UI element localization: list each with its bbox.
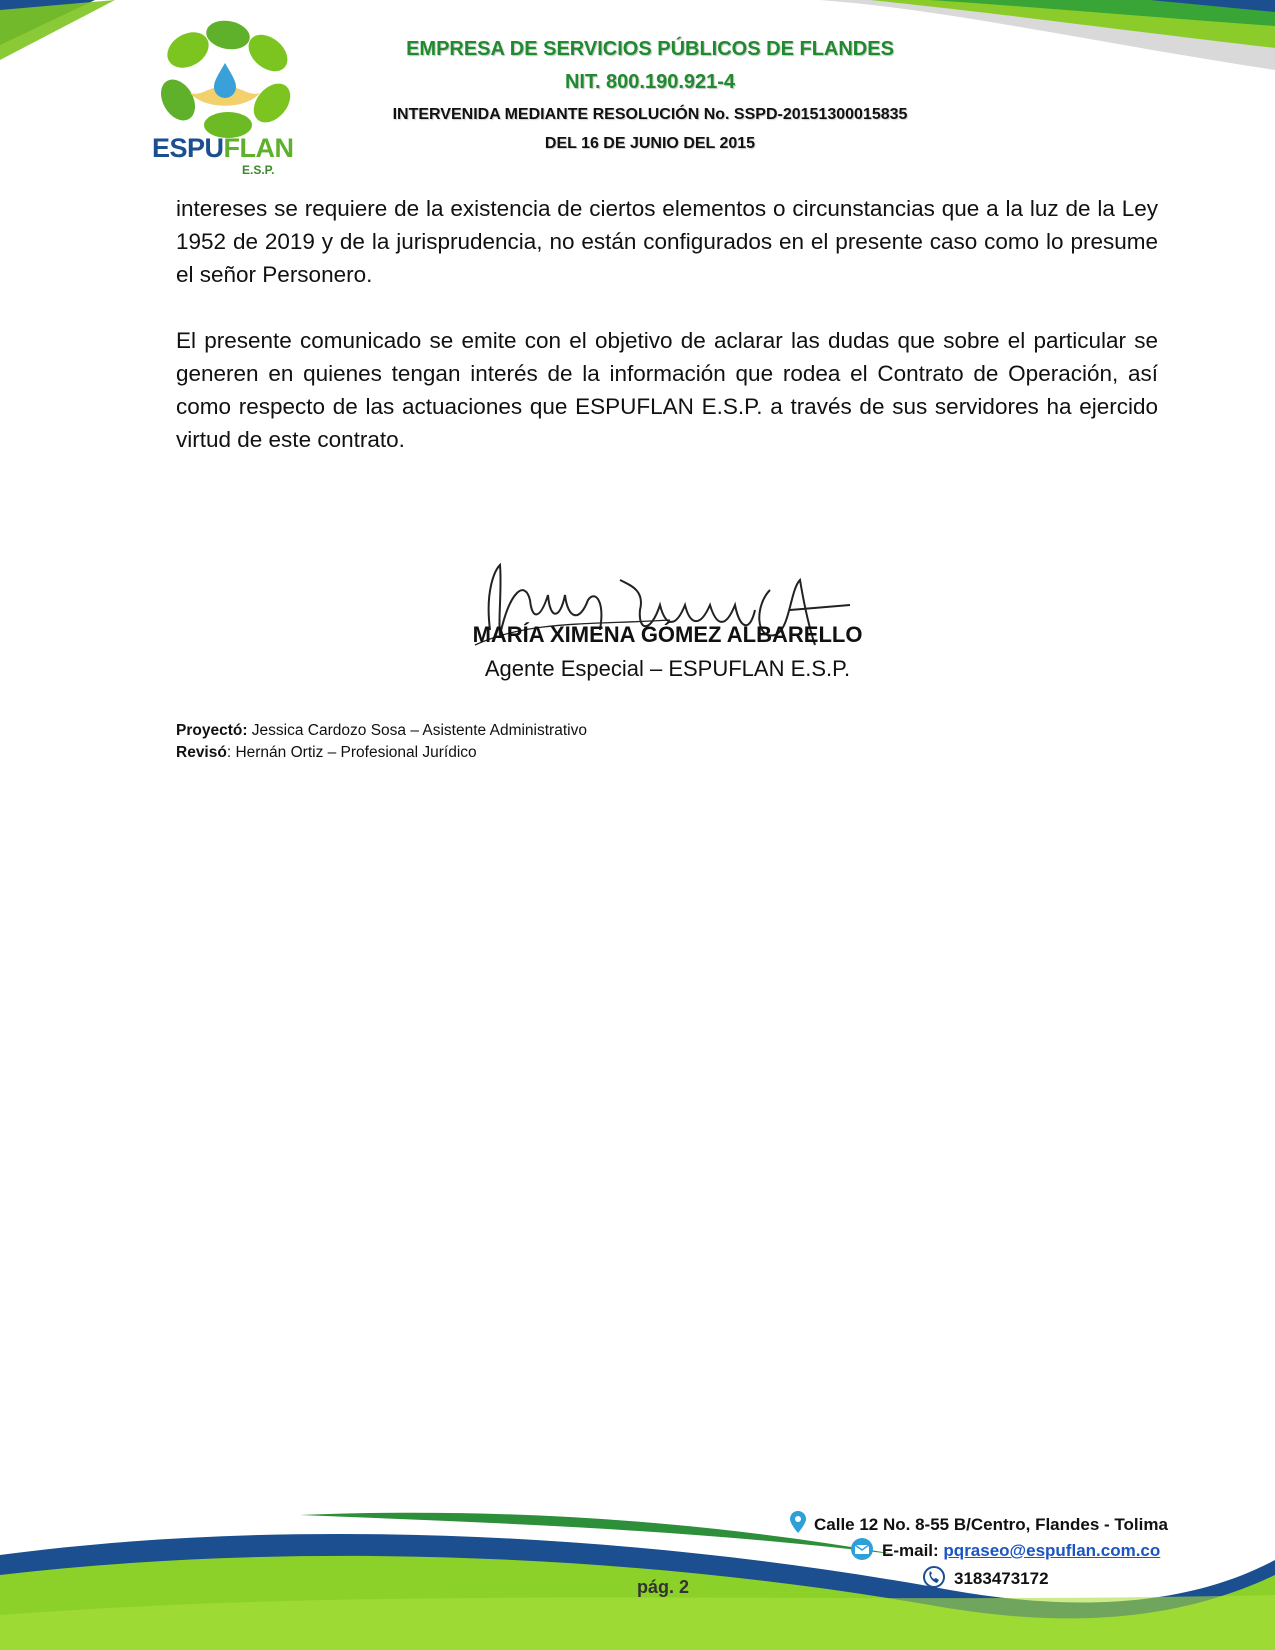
logo-brand-green: FLAN (223, 133, 294, 163)
company-name: EMPRESA DE SERVICIOS PÚBLICOS DE FLANDES (406, 38, 894, 60)
page-number: pág. 2 (637, 1577, 690, 1597)
resolution-date: DEL 16 DE JUNIO DEL 2015 (544, 135, 756, 152)
projected-label: Proyectó: (176, 722, 248, 739)
credits-block (176, 720, 587, 764)
body-paragraph-1: intereses se requiere de la existencia de ciertos elementos o circunstancias que a la luz de la Ley 1952 de 2019 y de la jurisprudencia, no están configurados en el presente caso como lo presume el señor Personero. (176, 196, 1158, 287)
resolution-line: INTERVENIDA MEDIANTE RESOLUCIÓN No. SSPD-20151300015835 (392, 106, 908, 123)
footer-email-link[interactable]: pqraseo@espuflan.com.co (943, 1541, 1161, 1560)
reviewed-line (176, 742, 587, 764)
reviewed-label: Revisó (176, 744, 227, 761)
footer-address-row (790, 1511, 1168, 1535)
body-paragraph-2: El presente comunicado se emite con el objetivo de aclarar las dudas que sobre el particular se generen en quienes tengan interés de la información que rodea el Contrato de Operación, así como respecto de las actuaciones que ESPUFLAN E.S.P. a través de sus servidores ha ejercido virtud de este contrato. (176, 328, 1158, 452)
logo-suffix: E.S.P. (242, 163, 275, 177)
location-pin-icon (790, 1511, 806, 1533)
reviewed-value: : Hernán Ortiz – Profesional Jurídico (226, 744, 477, 761)
signatory-name: MARÍA XIMENA GÓMEZ ALBARELLO (472, 622, 863, 647)
footer-email-label: E-mail: (882, 1541, 939, 1560)
projected-line (176, 720, 587, 742)
footer-phone-row (922, 1566, 1049, 1589)
phone-icon (922, 1566, 946, 1588)
footer-address: Calle 12 No. 8-55 B/Centro, Flandes - Tolima (814, 1515, 1168, 1534)
email-icon (850, 1538, 874, 1560)
footer-email-row (850, 1538, 1160, 1561)
logo-leaves-icon (150, 15, 300, 140)
footer-phone: 3183473172 (954, 1569, 1049, 1588)
company-logo (150, 15, 300, 180)
logo-brand-blue: ESPU (152, 133, 224, 163)
signatory-role: Agente Especial – ESPUFLAN E.S.P. (484, 656, 851, 681)
company-nit: NIT. 800.190.921-4 (564, 71, 736, 93)
projected-value: Jessica Cardozo Sosa – Asistente Administrativo (247, 722, 587, 739)
